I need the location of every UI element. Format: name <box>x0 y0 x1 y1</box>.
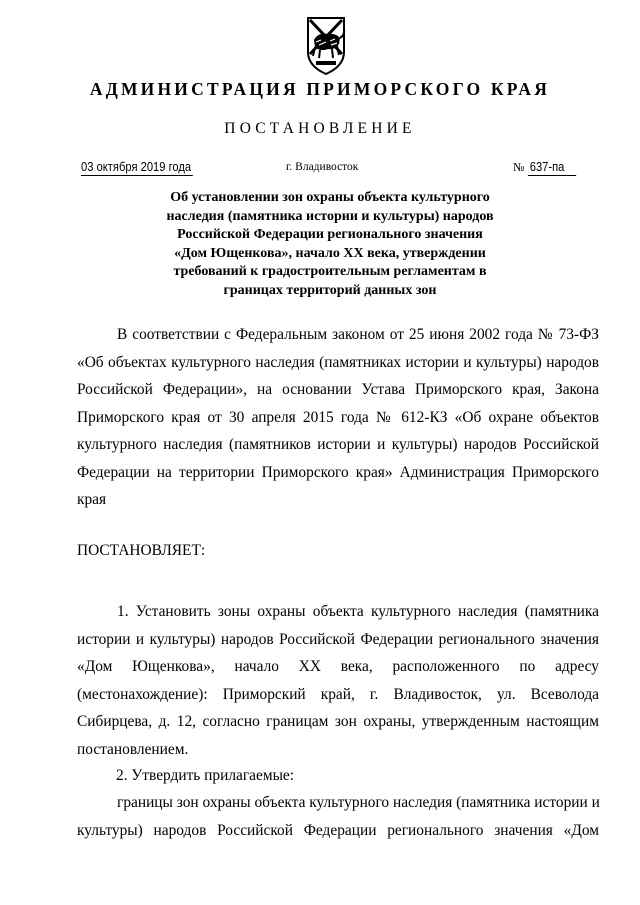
document-city: г. Владивосток <box>286 161 359 173</box>
document-type: ПОСТАНОВЛЕНИЕ <box>224 120 416 137</box>
preamble-line: Приморского края от 30 апреля 2015 года № 612-КЗ «Об охране объектов <box>77 408 599 426</box>
item-1-line: «Дом Ющенкова», начало XX века, расположенного по адресу <box>77 658 599 675</box>
preamble-line: Российской Федерации», на основании Устава Приморского края, Закона <box>77 381 599 398</box>
tiger-shield-icon <box>302 14 350 76</box>
item-1-paragraph <box>77 598 599 763</box>
document-meta-row <box>0 159 640 181</box>
number-label: № <box>513 160 525 174</box>
preamble-line: Федерации на территории Приморского края» Администрация Приморского <box>77 463 599 481</box>
preamble-line: культурного наследия (памятников истории и культуры) народов Российской <box>77 436 599 453</box>
item-2-line: границы зон охраны объекта культурного наследия (памятника истории и <box>117 794 600 811</box>
item-1-line: (местонахождение): Приморский край, г. Владивосток, ул. Всеволода <box>77 685 599 703</box>
title-line: Об установлении зон охраны объекта культурного <box>170 190 490 205</box>
title-line: требований к градостроительным регламентам в <box>173 264 487 279</box>
preamble-line: края <box>77 491 107 508</box>
document-title <box>140 189 520 300</box>
resolves-heading: ПОСТАНОВЛЯЕТ: <box>77 542 206 559</box>
title-line: Российской Федерации регионального значения <box>177 227 483 242</box>
number-value: 637-па <box>528 159 576 176</box>
title-line: границах территорий данных зон <box>223 282 437 298</box>
item-2-subparagraph <box>77 789 599 844</box>
preamble-line: В соответствии с Федеральным законом от 25 июня 2002 года № 73-ФЗ <box>117 326 599 343</box>
document-date: 03 октября 2019 года <box>81 159 192 174</box>
item-1-line: истории и культуры) народов Российской Федерации регионального значения <box>77 630 599 648</box>
title-line: наследия (памятника истории и культуры) народов <box>166 208 494 224</box>
item-1-line: постановлением. <box>77 740 189 758</box>
item-1-line: Сибирцева, д. 12, согласно границам зон охраны, утвержденным настоящим <box>77 713 599 730</box>
item-1-line: 1. Установить зоны охраны объекта культурного наследия (памятника <box>117 603 599 620</box>
preamble-line: «Об объектах культурного наследия (памятниках истории и культуры) народов <box>77 353 599 371</box>
organization-name: АДМИНИСТРАЦИЯ ПРИМОРСКОГО КРАЯ <box>89 79 551 99</box>
document-number <box>513 159 585 176</box>
coat-of-arms-emblem <box>302 14 350 76</box>
title-line: «Дом Ющенкова», начало XX века, утверждении <box>174 245 486 261</box>
preamble-paragraph <box>77 321 599 514</box>
item-2-line: культуры) народов Российской Федерации регионального значения «Дом <box>77 821 599 839</box>
item-2-heading: 2. Утвердить прилагаемые: <box>116 767 295 784</box>
